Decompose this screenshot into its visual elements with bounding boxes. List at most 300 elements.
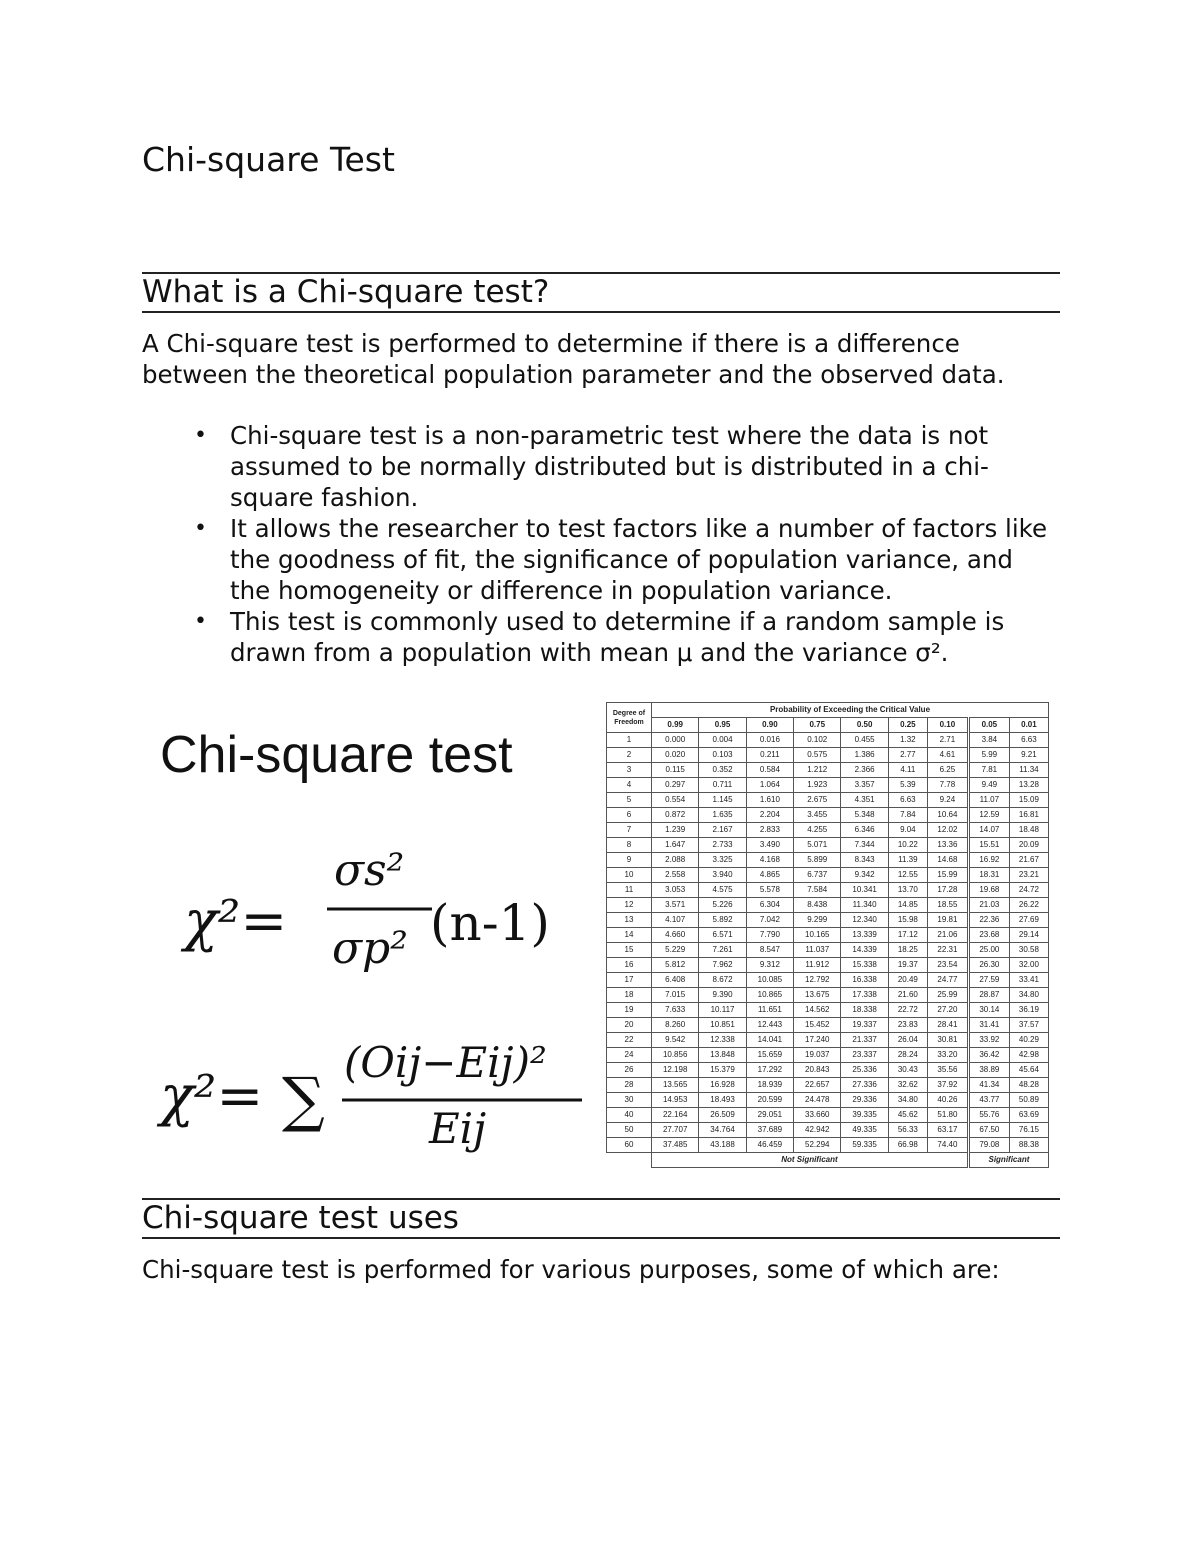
df-cell: 3 bbox=[607, 763, 652, 778]
value-cell: 29.336 bbox=[841, 1093, 888, 1108]
value-cell: 5.99 bbox=[968, 748, 1009, 763]
value-cell: 0.016 bbox=[746, 733, 793, 748]
value-cell: 76.15 bbox=[1009, 1123, 1048, 1138]
value-cell: 4.61 bbox=[927, 748, 968, 763]
column-header: 0.50 bbox=[841, 718, 888, 733]
value-cell: 13.848 bbox=[699, 1048, 746, 1063]
value-cell: 34.80 bbox=[1009, 988, 1048, 1003]
value-cell: 66.98 bbox=[888, 1138, 927, 1153]
table-row bbox=[607, 1123, 1049, 1138]
bullet-text: Chi-square test is a non-parametric test where the data is not assumed to be normally distributed but is distributed in a chi-square fashion. bbox=[230, 421, 989, 512]
value-cell: 15.09 bbox=[1009, 793, 1048, 808]
value-cell: 0.575 bbox=[794, 748, 841, 763]
column-header: 0.99 bbox=[652, 718, 699, 733]
value-cell: 7.042 bbox=[746, 913, 793, 928]
value-cell: 0.352 bbox=[699, 763, 746, 778]
value-cell: 0.711 bbox=[699, 778, 746, 793]
table-row bbox=[607, 883, 1049, 898]
value-cell: 79.08 bbox=[968, 1138, 1009, 1153]
value-cell: 9.542 bbox=[652, 1033, 699, 1048]
value-cell: 13.28 bbox=[1009, 778, 1048, 793]
value-cell: 41.34 bbox=[968, 1078, 1009, 1093]
value-cell: 6.346 bbox=[841, 823, 888, 838]
value-cell: 10.64 bbox=[927, 808, 968, 823]
footer-not-significant: Not Significant bbox=[652, 1153, 969, 1168]
value-cell: 8.438 bbox=[794, 898, 841, 913]
column-header: 0.95 bbox=[699, 718, 746, 733]
value-cell: 74.40 bbox=[927, 1138, 968, 1153]
value-cell: 13.565 bbox=[652, 1078, 699, 1093]
table-row bbox=[607, 733, 1049, 748]
bullet-text: It allows the researcher to test factors like a number of factors like the goodness of fit, the significance of population variance, and the homogeneity or difference in population variance. bbox=[230, 514, 1048, 605]
value-cell: 10.856 bbox=[652, 1048, 699, 1063]
table-row bbox=[607, 1093, 1049, 1108]
value-cell: 3.571 bbox=[652, 898, 699, 913]
value-cell: 7.633 bbox=[652, 1003, 699, 1018]
value-cell: 19.037 bbox=[794, 1048, 841, 1063]
value-cell: 4.575 bbox=[699, 883, 746, 898]
value-cell: 67.50 bbox=[968, 1123, 1009, 1138]
value-cell: 18.31 bbox=[968, 868, 1009, 883]
df-cell: 6 bbox=[607, 808, 652, 823]
value-cell: 19.68 bbox=[968, 883, 1009, 898]
value-cell: 7.015 bbox=[652, 988, 699, 1003]
df-cell: 28 bbox=[607, 1078, 652, 1093]
value-cell: 12.338 bbox=[699, 1033, 746, 1048]
value-cell: 27.20 bbox=[927, 1003, 968, 1018]
value-cell: 6.304 bbox=[746, 898, 793, 913]
value-cell: 8.547 bbox=[746, 943, 793, 958]
value-cell: 48.28 bbox=[1009, 1078, 1048, 1093]
value-cell: 30.81 bbox=[927, 1033, 968, 1048]
value-cell: 4.168 bbox=[746, 853, 793, 868]
column-header: 0.90 bbox=[746, 718, 793, 733]
value-cell: 7.344 bbox=[841, 838, 888, 853]
value-cell: 0.872 bbox=[652, 808, 699, 823]
value-cell: 30.58 bbox=[1009, 943, 1048, 958]
formula1-denominator: σp² bbox=[332, 923, 408, 974]
bullet-icon: • bbox=[194, 609, 207, 634]
value-cell: 27.336 bbox=[841, 1078, 888, 1093]
value-cell: 0.004 bbox=[699, 733, 746, 748]
value-cell: 7.261 bbox=[699, 943, 746, 958]
value-cell: 37.92 bbox=[927, 1078, 968, 1093]
value-cell: 12.55 bbox=[888, 868, 927, 883]
value-cell: 33.41 bbox=[1009, 973, 1048, 988]
value-cell: 3.490 bbox=[746, 838, 793, 853]
heading-rule-bottom bbox=[142, 311, 1060, 313]
table-row bbox=[607, 913, 1049, 928]
df-cell: 7 bbox=[607, 823, 652, 838]
table-row bbox=[607, 1108, 1049, 1123]
column-header: 0.25 bbox=[888, 718, 927, 733]
value-cell: 16.92 bbox=[968, 853, 1009, 868]
value-cell: 7.962 bbox=[699, 958, 746, 973]
value-cell: 13.70 bbox=[888, 883, 927, 898]
value-cell: 9.299 bbox=[794, 913, 841, 928]
df-cell: 8 bbox=[607, 838, 652, 853]
value-cell: 6.63 bbox=[1009, 733, 1048, 748]
value-cell: 35.56 bbox=[927, 1063, 968, 1078]
value-cell: 20.599 bbox=[746, 1093, 793, 1108]
value-cell: 10.117 bbox=[699, 1003, 746, 1018]
value-cell: 19.37 bbox=[888, 958, 927, 973]
value-cell: 0.000 bbox=[652, 733, 699, 748]
value-cell: 11.39 bbox=[888, 853, 927, 868]
value-cell: 22.657 bbox=[794, 1078, 841, 1093]
column-header-row bbox=[607, 718, 1049, 733]
value-cell: 2.77 bbox=[888, 748, 927, 763]
df-cell: 26 bbox=[607, 1063, 652, 1078]
value-cell: 1.647 bbox=[652, 838, 699, 853]
value-cell: 3.053 bbox=[652, 883, 699, 898]
column-header: 0.10 bbox=[927, 718, 968, 733]
value-cell: 40.29 bbox=[1009, 1033, 1048, 1048]
value-cell: 6.25 bbox=[927, 763, 968, 778]
value-cell: 17.12 bbox=[888, 928, 927, 943]
value-cell: 3.84 bbox=[968, 733, 1009, 748]
value-cell: 36.19 bbox=[1009, 1003, 1048, 1018]
value-cell: 14.041 bbox=[746, 1033, 793, 1048]
value-cell: 22.31 bbox=[927, 943, 968, 958]
value-cell: 45.62 bbox=[888, 1108, 927, 1123]
value-cell: 16.928 bbox=[699, 1078, 746, 1093]
value-cell: 2.366 bbox=[841, 763, 888, 778]
value-cell: 15.379 bbox=[699, 1063, 746, 1078]
value-cell: 37.57 bbox=[1009, 1018, 1048, 1033]
value-cell: 38.89 bbox=[968, 1063, 1009, 1078]
value-cell: 20.09 bbox=[1009, 838, 1048, 853]
value-cell: 30.43 bbox=[888, 1063, 927, 1078]
table-row bbox=[607, 1018, 1049, 1033]
value-cell: 49.335 bbox=[841, 1123, 888, 1138]
formula1-numerator: σs² bbox=[334, 845, 405, 896]
value-cell: 21.60 bbox=[888, 988, 927, 1003]
value-cell: 8.343 bbox=[841, 853, 888, 868]
value-cell: 18.25 bbox=[888, 943, 927, 958]
df-cell: 4 bbox=[607, 778, 652, 793]
value-cell: 15.51 bbox=[968, 838, 1009, 853]
table-row bbox=[607, 838, 1049, 853]
value-cell: 0.115 bbox=[652, 763, 699, 778]
bullet-icon: • bbox=[194, 516, 207, 541]
value-cell: 5.071 bbox=[794, 838, 841, 853]
value-cell: 24.478 bbox=[794, 1093, 841, 1108]
footer-significant: Significant bbox=[968, 1153, 1048, 1168]
value-cell: 17.338 bbox=[841, 988, 888, 1003]
section2-intro-paragraph: Chi-square test is performed for various purposes, some of which are: bbox=[142, 1255, 1000, 1284]
section-heading-what-is: What is a Chi-square test? bbox=[142, 274, 550, 310]
value-cell: 15.99 bbox=[927, 868, 968, 883]
value-cell: 25.00 bbox=[968, 943, 1009, 958]
formula2-lhs: χ²= bbox=[160, 1064, 264, 1129]
df-cell: 12 bbox=[607, 898, 652, 913]
value-cell: 40.26 bbox=[927, 1093, 968, 1108]
value-cell: 56.33 bbox=[888, 1123, 927, 1138]
df-cell: 19 bbox=[607, 1003, 652, 1018]
value-cell: 8.260 bbox=[652, 1018, 699, 1033]
value-cell: 17.292 bbox=[746, 1063, 793, 1078]
value-cell: 1.610 bbox=[746, 793, 793, 808]
value-cell: 18.48 bbox=[1009, 823, 1048, 838]
value-cell: 5.348 bbox=[841, 808, 888, 823]
value-cell: 27.69 bbox=[1009, 913, 1048, 928]
value-cell: 4.865 bbox=[746, 868, 793, 883]
df-cell: 16 bbox=[607, 958, 652, 973]
value-cell: 5.226 bbox=[699, 898, 746, 913]
value-cell: 23.337 bbox=[841, 1048, 888, 1063]
df-cell: 18 bbox=[607, 988, 652, 1003]
df-cell: 40 bbox=[607, 1108, 652, 1123]
footer-spacer bbox=[607, 1153, 652, 1168]
df-cell: 2 bbox=[607, 748, 652, 763]
value-cell: 5.229 bbox=[652, 943, 699, 958]
bullet-item bbox=[190, 513, 1060, 606]
value-cell: 14.68 bbox=[927, 853, 968, 868]
df-header: Degree of Freedom bbox=[607, 703, 652, 733]
value-cell: 15.452 bbox=[794, 1018, 841, 1033]
df-cell: 60 bbox=[607, 1138, 652, 1153]
section-intro-paragraph: A Chi-square test is performed to determine if there is a difference between the theoretical population parameter and the observed data. bbox=[142, 329, 1005, 389]
value-cell: 22.164 bbox=[652, 1108, 699, 1123]
value-cell: 10.085 bbox=[746, 973, 793, 988]
value-cell: 12.198 bbox=[652, 1063, 699, 1078]
value-cell: 4.11 bbox=[888, 763, 927, 778]
value-cell: 1.32 bbox=[888, 733, 927, 748]
formula1-factor: (n-1) bbox=[430, 894, 550, 952]
heading-rule-bottom-2 bbox=[142, 1237, 1060, 1239]
critical-values-table bbox=[606, 702, 1049, 1168]
value-cell: 2.167 bbox=[699, 823, 746, 838]
value-cell: 2.088 bbox=[652, 853, 699, 868]
value-cell: 26.509 bbox=[699, 1108, 746, 1123]
value-cell: 29.051 bbox=[746, 1108, 793, 1123]
value-cell: 6.408 bbox=[652, 973, 699, 988]
value-cell: 32.00 bbox=[1009, 958, 1048, 973]
df-cell: 5 bbox=[607, 793, 652, 808]
value-cell: 12.340 bbox=[841, 913, 888, 928]
df-cell: 13 bbox=[607, 913, 652, 928]
value-cell: 14.953 bbox=[652, 1093, 699, 1108]
df-cell: 14 bbox=[607, 928, 652, 943]
df-cell: 17 bbox=[607, 973, 652, 988]
table-row bbox=[607, 943, 1049, 958]
value-cell: 7.584 bbox=[794, 883, 841, 898]
df-cell: 10 bbox=[607, 868, 652, 883]
value-cell: 63.17 bbox=[927, 1123, 968, 1138]
bullet-item bbox=[190, 420, 1060, 513]
value-cell: 2.675 bbox=[794, 793, 841, 808]
bullet-icon: • bbox=[194, 423, 207, 448]
value-cell: 32.62 bbox=[888, 1078, 927, 1093]
table-row bbox=[607, 898, 1049, 913]
df-cell: 30 bbox=[607, 1093, 652, 1108]
value-cell: 11.07 bbox=[968, 793, 1009, 808]
value-cell: 46.459 bbox=[746, 1138, 793, 1153]
value-cell: 13.36 bbox=[927, 838, 968, 853]
value-cell: 9.312 bbox=[746, 958, 793, 973]
value-cell: 17.28 bbox=[927, 883, 968, 898]
value-cell: 21.03 bbox=[968, 898, 1009, 913]
value-cell: 1.635 bbox=[699, 808, 746, 823]
value-cell: 9.342 bbox=[841, 868, 888, 883]
value-cell: 7.84 bbox=[888, 808, 927, 823]
value-cell: 13.675 bbox=[794, 988, 841, 1003]
value-cell: 5.39 bbox=[888, 778, 927, 793]
value-cell: 29.14 bbox=[1009, 928, 1048, 943]
bullet-list bbox=[190, 420, 1060, 668]
df-cell: 24 bbox=[607, 1048, 652, 1063]
value-cell: 0.020 bbox=[652, 748, 699, 763]
table-row bbox=[607, 1048, 1049, 1063]
value-cell: 14.339 bbox=[841, 943, 888, 958]
value-cell: 26.22 bbox=[1009, 898, 1048, 913]
value-cell: 0.211 bbox=[746, 748, 793, 763]
value-cell: 6.571 bbox=[699, 928, 746, 943]
value-cell: 5.899 bbox=[794, 853, 841, 868]
value-cell: 6.63 bbox=[888, 793, 927, 808]
table-row bbox=[607, 988, 1049, 1003]
value-cell: 20.49 bbox=[888, 973, 927, 988]
value-cell: 10.865 bbox=[746, 988, 793, 1003]
chi-square-formula-image bbox=[142, 715, 592, 1165]
df-cell: 11 bbox=[607, 883, 652, 898]
value-cell: 25.99 bbox=[927, 988, 968, 1003]
formula-svg bbox=[142, 715, 592, 1165]
value-cell: 10.165 bbox=[794, 928, 841, 943]
value-cell: 25.336 bbox=[841, 1063, 888, 1078]
value-cell: 88.38 bbox=[1009, 1138, 1048, 1153]
value-cell: 10.341 bbox=[841, 883, 888, 898]
value-cell: 23.54 bbox=[927, 958, 968, 973]
value-cell: 14.562 bbox=[794, 1003, 841, 1018]
value-cell: 26.30 bbox=[968, 958, 1009, 973]
value-cell: 15.338 bbox=[841, 958, 888, 973]
value-cell: 3.357 bbox=[841, 778, 888, 793]
value-cell: 16.338 bbox=[841, 973, 888, 988]
value-cell: 14.85 bbox=[888, 898, 927, 913]
value-cell: 30.14 bbox=[968, 1003, 1009, 1018]
value-cell: 3.455 bbox=[794, 808, 841, 823]
column-header: 0.01 bbox=[1009, 718, 1048, 733]
value-cell: 21.06 bbox=[927, 928, 968, 943]
value-cell: 20.843 bbox=[794, 1063, 841, 1078]
bullet-text: This test is commonly used to determine if a random sample is drawn from a population with mean μ and the variance σ². bbox=[230, 607, 1005, 667]
value-cell: 37.485 bbox=[652, 1138, 699, 1153]
df-cell: 1 bbox=[607, 733, 652, 748]
column-header: 0.05 bbox=[968, 718, 1009, 733]
value-cell: 14.07 bbox=[968, 823, 1009, 838]
value-cell: 26.04 bbox=[888, 1033, 927, 1048]
table-row bbox=[607, 973, 1049, 988]
value-cell: 43.77 bbox=[968, 1093, 1009, 1108]
value-cell: 9.390 bbox=[699, 988, 746, 1003]
table-row bbox=[607, 853, 1049, 868]
value-cell: 39.335 bbox=[841, 1108, 888, 1123]
df-cell: 9 bbox=[607, 853, 652, 868]
df-cell: 50 bbox=[607, 1123, 652, 1138]
table-row bbox=[607, 808, 1049, 823]
value-cell: 3.325 bbox=[699, 853, 746, 868]
value-cell: 15.98 bbox=[888, 913, 927, 928]
value-cell: 33.92 bbox=[968, 1033, 1009, 1048]
value-cell: 12.792 bbox=[794, 973, 841, 988]
value-cell: 0.554 bbox=[652, 793, 699, 808]
value-cell: 45.64 bbox=[1009, 1063, 1048, 1078]
value-cell: 34.764 bbox=[699, 1123, 746, 1138]
value-cell: 37.689 bbox=[746, 1123, 793, 1138]
value-cell: 3.940 bbox=[699, 868, 746, 883]
table-row bbox=[607, 823, 1049, 838]
value-cell: 27.59 bbox=[968, 973, 1009, 988]
table-row bbox=[607, 928, 1049, 943]
value-cell: 0.102 bbox=[794, 733, 841, 748]
bullet-item bbox=[190, 606, 1060, 668]
value-cell: 18.55 bbox=[927, 898, 968, 913]
value-cell: 22.36 bbox=[968, 913, 1009, 928]
value-cell: 23.21 bbox=[1009, 868, 1048, 883]
value-cell: 23.83 bbox=[888, 1018, 927, 1033]
value-cell: 1.064 bbox=[746, 778, 793, 793]
table-row bbox=[607, 1138, 1049, 1153]
value-cell: 55.76 bbox=[968, 1108, 1009, 1123]
value-cell: 51.80 bbox=[927, 1108, 968, 1123]
value-cell: 24.77 bbox=[927, 973, 968, 988]
table-row bbox=[607, 748, 1049, 763]
df-cell: 15 bbox=[607, 943, 652, 958]
value-cell: 1.145 bbox=[699, 793, 746, 808]
value-cell: 4.107 bbox=[652, 913, 699, 928]
table-row bbox=[607, 1003, 1049, 1018]
probability-header: Probability of Exceeding the Critical Value bbox=[652, 703, 1049, 718]
value-cell: 16.81 bbox=[1009, 808, 1048, 823]
table-row bbox=[607, 1078, 1049, 1093]
table-row bbox=[607, 1033, 1049, 1048]
value-cell: 28.24 bbox=[888, 1048, 927, 1063]
value-cell: 11.912 bbox=[794, 958, 841, 973]
formula1-lhs: χ²= bbox=[184, 889, 288, 954]
table-row bbox=[607, 793, 1049, 808]
value-cell: 11.340 bbox=[841, 898, 888, 913]
value-cell: 4.351 bbox=[841, 793, 888, 808]
value-cell: 28.87 bbox=[968, 988, 1009, 1003]
value-cell: 27.707 bbox=[652, 1123, 699, 1138]
value-cell: 21.337 bbox=[841, 1033, 888, 1048]
table-row bbox=[607, 868, 1049, 883]
value-cell: 10.851 bbox=[699, 1018, 746, 1033]
value-cell: 63.69 bbox=[1009, 1108, 1048, 1123]
value-cell: 5.578 bbox=[746, 883, 793, 898]
value-cell: 0.297 bbox=[652, 778, 699, 793]
value-cell: 10.22 bbox=[888, 838, 927, 853]
table-row bbox=[607, 763, 1049, 778]
value-cell: 1.923 bbox=[794, 778, 841, 793]
value-cell: 24.72 bbox=[1009, 883, 1048, 898]
table-body bbox=[607, 733, 1049, 1153]
table-row bbox=[607, 958, 1049, 973]
value-cell: 17.240 bbox=[794, 1033, 841, 1048]
table-row bbox=[607, 1063, 1049, 1078]
formula2-sum: ∑ bbox=[282, 1065, 325, 1135]
table-row bbox=[607, 778, 1049, 793]
value-cell: 50.89 bbox=[1009, 1093, 1048, 1108]
value-cell: 28.41 bbox=[927, 1018, 968, 1033]
value-cell: 2.204 bbox=[746, 808, 793, 823]
section-heading-uses: Chi-square test uses bbox=[142, 1200, 459, 1236]
value-cell: 4.255 bbox=[794, 823, 841, 838]
value-cell: 18.493 bbox=[699, 1093, 746, 1108]
value-cell: 7.81 bbox=[968, 763, 1009, 778]
